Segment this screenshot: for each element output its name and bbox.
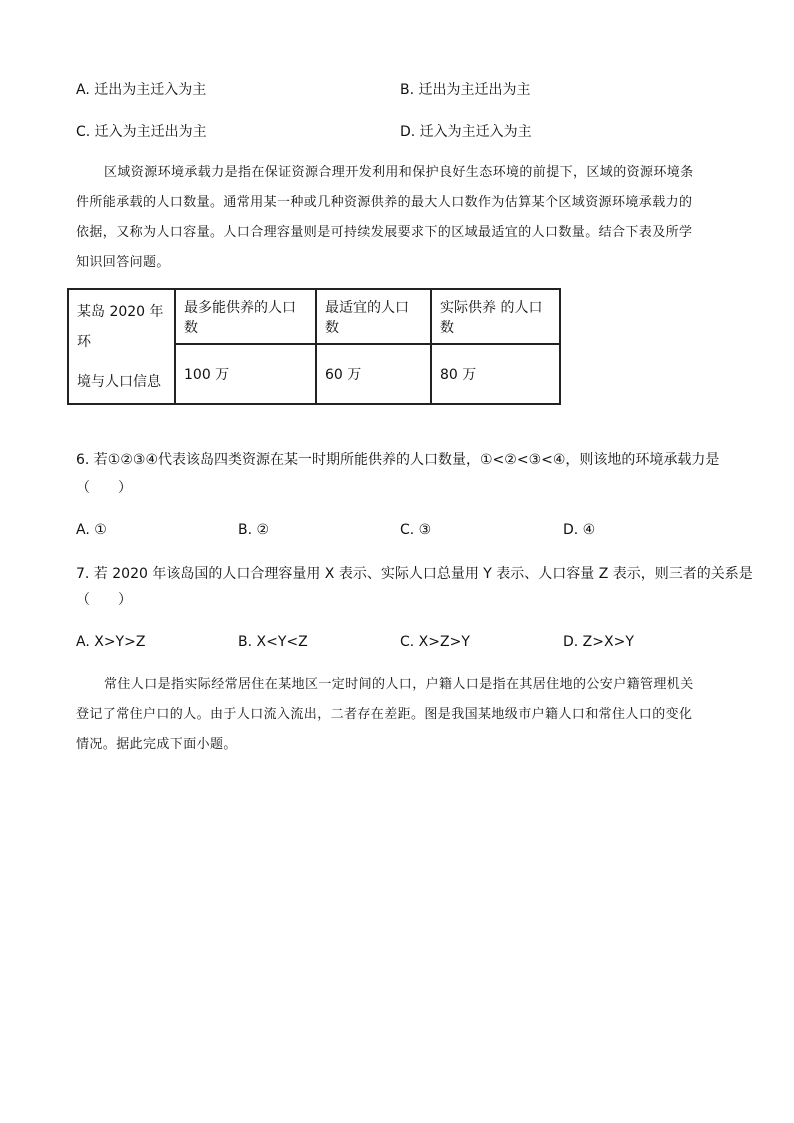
question-7-option-a: A. X>Y>Z: [76, 634, 146, 650]
passage-line: 常住人口是指实际经常居住在某地区一定时间的人口，户籍人口是指在其居住地的公安户籍管理机关: [104, 677, 694, 692]
question-7-option-c: C. X>Z>Y: [400, 634, 470, 650]
passage-line: 登记了常住户口的人。由于人口流入流出，二者存在差距。图是我国某地级市户籍人口和常住人口的变化: [76, 707, 693, 722]
passage-resident-population: [76, 670, 721, 760]
table-cell-max-population: 100 万: [175, 344, 316, 404]
question-6-blank: （ ）: [76, 480, 132, 496]
question-7-option-b: B. X<Y<Z: [238, 634, 308, 650]
prev-option-a: A. 迁出为主迁入为主: [76, 82, 207, 98]
table-header-optimal-population: 最适宜的人口数: [316, 289, 431, 344]
question-6-option-c: C. ③: [400, 522, 432, 538]
passage-carrying-capacity: [76, 158, 721, 278]
table-row-header-line: 境与人口信息: [77, 373, 161, 390]
prev-option-d: D. 迁入为主迁入为主: [400, 124, 532, 140]
passage-line: 区域资源环境承载力是指在保证资源合理开发利用和保护良好生态环境的前提下，区域的资源环境条: [104, 165, 694, 180]
prev-option-c: C. 迁入为主迁出为主: [76, 124, 207, 140]
question-7-stem: 7. 若 2020 年该岛国的人口合理容量用 X 表示、实际人口总量用 Y 表示、人口容量 Z 表示，则三者的关系是: [76, 566, 753, 582]
passage-line: 知识回答问题。: [76, 255, 170, 270]
question-6-option-b: B. ②: [238, 522, 270, 538]
question-6-option-a: A. ①: [76, 522, 107, 538]
prev-option-b: B. 迁出为主迁出为主: [400, 82, 531, 98]
passage-line: 件所能承载的人口数量。通常用某一种或几种资源供养的最大人口数作为估算某个区域资源环境承载力的: [76, 195, 693, 210]
question-6-option-d: D. ④: [563, 522, 596, 538]
question-7-option-d: D. Z>X>Y: [563, 634, 634, 650]
passage-line: 依据，又称为人口容量。人口合理容量则是可持续发展要求下的区域最适宜的人口数量。结合下表及所学: [76, 225, 693, 240]
question-7-blank: （ ）: [76, 592, 132, 608]
table-cell-optimal-population: 60 万: [316, 344, 431, 404]
table-cell-actual-population: 80 万: [431, 344, 560, 404]
table-row-header: [68, 289, 175, 404]
table-header-actual-population: 实际供养 的人口数: [431, 289, 560, 344]
table-row-header-line: 某岛 2020 年环: [77, 303, 164, 350]
island-population-table: [67, 288, 561, 405]
question-6-stem: 6. 若①②③④代表该岛四类资源在某一时期所能供养的人口数量，①<②<③<④，则该地的环境承载力是: [76, 452, 720, 468]
passage-line: 情况。据此完成下面小题。: [76, 737, 237, 752]
table-header-max-population: 最多能供养的人口数: [175, 289, 316, 344]
